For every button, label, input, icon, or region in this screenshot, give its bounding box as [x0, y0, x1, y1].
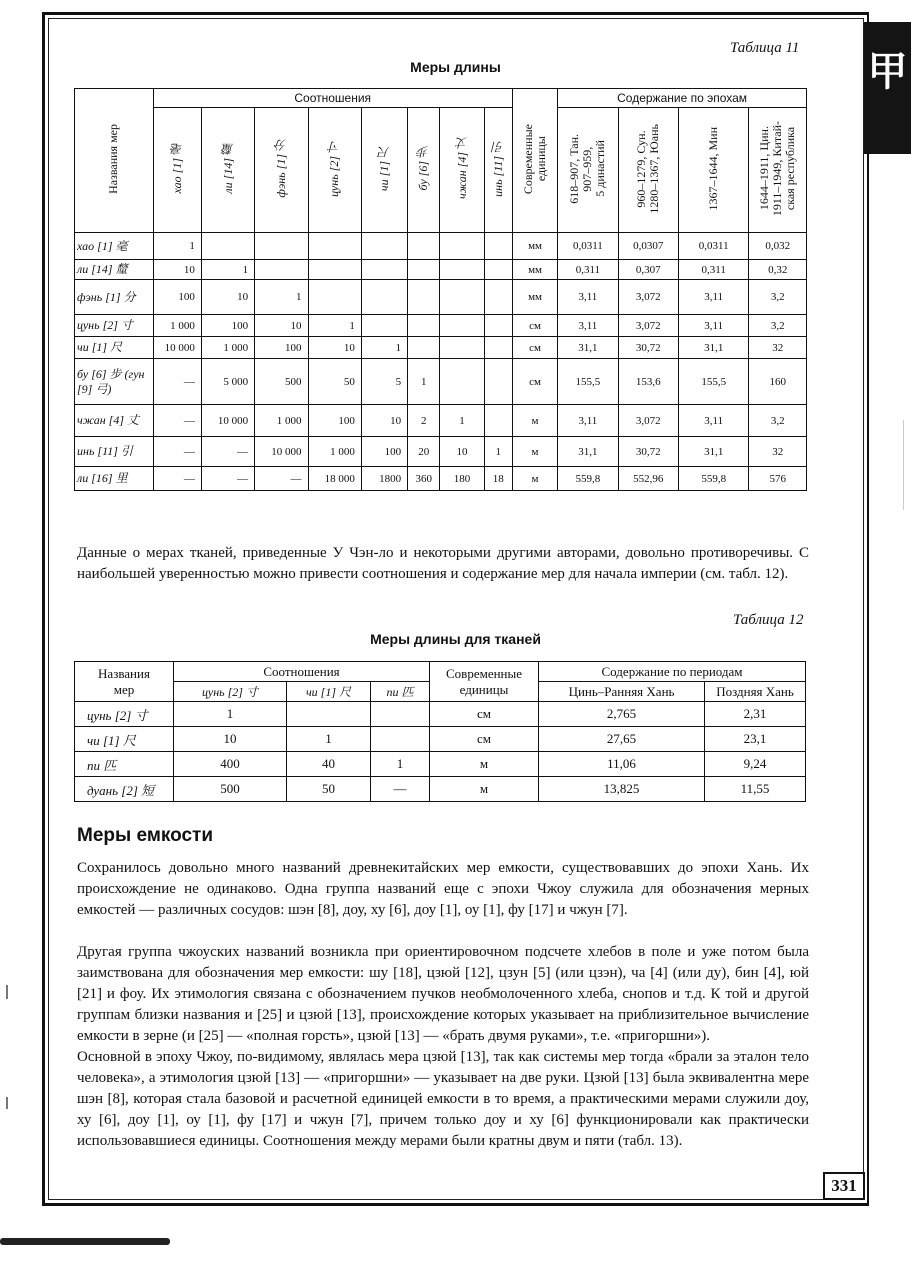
table11-unit-cell: мм — [512, 260, 557, 280]
table11-ratio-cell: 1 — [484, 437, 512, 467]
table11-ratio-col: цунь [2] 寸 — [308, 108, 361, 233]
table12-period-col: Цинь–Ранняя Хань — [539, 682, 705, 702]
table12-ratio-cell: 1 — [371, 752, 430, 777]
table12-ratio-cell: 1 — [287, 727, 371, 752]
table12-ratio-cell: 50 — [287, 777, 371, 802]
table11-epoch-cell: 31,1 — [678, 337, 748, 359]
table12-unit-cell: м — [430, 777, 539, 802]
table11-epoch-cell: 3,2 — [749, 315, 807, 337]
table11-epoch-cell: 3,11 — [678, 405, 748, 437]
table11-epoch-col: 1644–1911, Цин. 1911–1949, Китай- ская республика — [749, 108, 807, 233]
table12-ratio-cell: 40 — [287, 752, 371, 777]
table11-epoch-cell: 3,11 — [678, 315, 748, 337]
table12-row-name: цунь [2] 寸 — [75, 702, 174, 727]
table11-ratio-cell: 10 — [201, 280, 254, 315]
table11-epoch-cell: 0,0311 — [558, 233, 618, 260]
table11-unit-cell: мм — [512, 233, 557, 260]
table11-epoch-cell: 0,32 — [749, 260, 807, 280]
scan-edge-smear — [0, 1238, 170, 1245]
table11-ratio-cell — [408, 280, 440, 315]
scan-edge-mark — [903, 420, 904, 510]
table11-row — [75, 280, 807, 315]
table12-period-cell: 23,1 — [705, 727, 806, 752]
table11-ratio-cell: 1 — [440, 405, 484, 437]
table12-label: Таблица 12 — [733, 612, 804, 628]
table11-epoch-cell: 3,2 — [749, 280, 807, 315]
table11-epoch-cell: 160 — [749, 359, 807, 405]
table12-ratio-col: пи 匹 — [371, 682, 430, 702]
table11-epoch-cell: 3,11 — [558, 405, 618, 437]
table11-ratio-cell — [361, 280, 407, 315]
table11-ratio-cell: — — [201, 437, 254, 467]
table11-epoch-cell: 153,6 — [618, 359, 678, 405]
table11-row — [75, 233, 807, 260]
table11-epoch-cell: 0,307 — [618, 260, 678, 280]
table11-epoch-cell: 3,072 — [618, 315, 678, 337]
table11-ratio-cell: 50 — [308, 359, 361, 405]
table12-period-col: Поздняя Хань — [705, 682, 806, 702]
table11-ratio-cell — [440, 315, 484, 337]
table11-ratio-cell — [361, 233, 407, 260]
table11-ratio-cell: 10 000 — [255, 437, 308, 467]
table11-ratio-cell: 10 — [361, 405, 407, 437]
table11-row-name: чжан [4] 丈 — [75, 405, 154, 437]
table11-epoch-cell: 0,311 — [678, 260, 748, 280]
table12-header-ratios: Соотношения — [174, 662, 430, 682]
table11-ratio-cell — [361, 315, 407, 337]
table11-ratio-cell — [484, 260, 512, 280]
table11-row-name: фэнь [1] 分 — [75, 280, 154, 315]
table11-ratio-cell: 1 — [361, 337, 407, 359]
table11-ratio-cell: 18 000 — [308, 467, 361, 491]
table11-ratio-cell: 1 — [308, 315, 361, 337]
table12-row — [75, 727, 806, 752]
table12-period-cell: 11,06 — [539, 752, 705, 777]
paragraph-capacity-1: Сохранилось довольно много названий древнекитайских мер емкости, существовавших до эпохи Хань. Их происхождение не одинаково. Одна группа названий еще с эпохи Чжоу служила для обозначения мерных емкостей — различных сосудов: шэн [8], доу, ху [6], доу [1], оу [1], фу [17] и чжун [7]. — [77, 860, 809, 918]
table11-ratio-cell: 18 — [484, 467, 512, 491]
table11-ratio-cell: 500 — [255, 359, 308, 405]
table11-ratio-cell: — — [153, 467, 201, 491]
table11-epoch-cell: 3,11 — [558, 280, 618, 315]
table11-ratio-col: хао [1] 毫 — [153, 108, 201, 233]
table11-ratio-cell — [440, 359, 484, 405]
table11-row-name: цунь [2] 寸 — [75, 315, 154, 337]
table12-row — [75, 752, 806, 777]
table11-ratio-cell — [255, 260, 308, 280]
table11-ratio-cell — [201, 233, 254, 260]
table12 — [74, 661, 806, 802]
table11-epoch-cell: 576 — [749, 467, 807, 491]
table11-ratio-cell — [408, 315, 440, 337]
table11-ratio-cell: 10 — [308, 337, 361, 359]
table11-row-name: бу [6] 步 (гун [9] 弓) — [75, 359, 154, 405]
table11-ratio-cell: 1 — [201, 260, 254, 280]
table11-epoch-cell: 552,96 — [618, 467, 678, 491]
paragraph-capacity-3: Основной в эпоху Чжоу, по-видимому, являлась мера цзюй [13], так как системы мер тогда «брали за эталон тело человека», а этимология цзюй [13] — «пригоршни» — указывает на две руки. Цзюй [13] была эквивалентна мере шэн [8], которая стала базовой и расчетной единицей емкости в то время, а практическими мерами служили доу, ху [6], доу [1], оу [1], фу [17] и чжун [7], причем только доу и ху [6] функционировали как практически использовавшиеся единицы. Соотношения между мерами были кратны двум и пяти (табл. 13). — [77, 1049, 809, 1149]
table11-row — [75, 260, 807, 280]
table11-ratio-cell: — — [201, 467, 254, 491]
table12-period-cell: 27,65 — [539, 727, 705, 752]
table11-ratio-cell: 5 — [361, 359, 407, 405]
table11-ratio-cell: 100 — [308, 405, 361, 437]
table11-ratio-col: фэнь [1] 分 — [255, 108, 308, 233]
table11-row-name: ли [14] 釐 — [75, 260, 154, 280]
table11-epoch-col: 960–1279, Сун. 1280–1367, Юань — [618, 108, 678, 233]
table12-row-name: чи [1] 尺 — [75, 727, 174, 752]
table11-ratio-cell: — — [153, 405, 201, 437]
table11-row-name: чи [1] 尺 — [75, 337, 154, 359]
table11-row-name: инь [11] 引 — [75, 437, 154, 467]
table11-header-names: Названия мер — [75, 89, 154, 233]
table11-ratio-cell — [484, 337, 512, 359]
table11-ratio-cell — [308, 260, 361, 280]
table11-ratio-cell — [255, 233, 308, 260]
table11-ratio-cell: 20 — [408, 437, 440, 467]
table11-row — [75, 437, 807, 467]
table11-ratio-cell — [484, 315, 512, 337]
table11-epoch-col: 1367–1644, Мин — [678, 108, 748, 233]
table11-ratio-cell — [308, 280, 361, 315]
table11-ratio-cell — [440, 233, 484, 260]
table11-epoch-cell: 155,5 — [678, 359, 748, 405]
table11-ratio-cell: 10 000 — [201, 405, 254, 437]
table11-ratio-cell — [440, 280, 484, 315]
table11-ratio-cell: 1 000 — [201, 337, 254, 359]
table12-body — [75, 702, 806, 802]
table11-ratio-cell: 100 — [361, 437, 407, 467]
table11-ratio-cell: 1 — [255, 280, 308, 315]
paragraph-fabric-measures: Данные о мерах тканей, приведенные У Чэн-ло и некоторыми другими авторами, довольно противоречивы. С наибольшей уверенностью можно привести соотношения и содержание мер для начала империи (см. табл. 12). — [77, 545, 809, 582]
table12-ratio-cell: — — [371, 777, 430, 802]
table11-ratio-cell: 1 — [153, 233, 201, 260]
table12-header-modern: Современные единицы — [430, 662, 539, 702]
table12-row-name: дуань [2] 短 — [75, 777, 174, 802]
table12-ratio-col: цунь [2] 寸 — [174, 682, 287, 702]
table11-unit-cell: см — [512, 337, 557, 359]
table11-unit-cell: м — [512, 405, 557, 437]
scan-edge-mark — [6, 985, 8, 999]
table12-unit-cell: см — [430, 702, 539, 727]
table11-row-name: хао [1] 毫 — [75, 233, 154, 260]
table11-epoch-cell: 3,11 — [678, 280, 748, 315]
section-tab-marker — [864, 22, 911, 154]
table12-title: Меры длины для тканей — [370, 631, 541, 647]
table11-ratio-cell: 1800 — [361, 467, 407, 491]
table11-ratio-cell: 10 — [440, 437, 484, 467]
table11-header-modern: Современные единицы — [512, 89, 557, 233]
table11-row — [75, 405, 807, 437]
table12-ratio-cell: 400 — [174, 752, 287, 777]
table11-ratio-cell: 1 — [408, 359, 440, 405]
table11 — [74, 88, 807, 491]
table11-ratio-cell: 100 — [255, 337, 308, 359]
table11-epoch-cell: 32 — [749, 337, 807, 359]
table12-header-names: Названия мер — [75, 662, 174, 702]
table11-row — [75, 337, 807, 359]
table11-title: Меры длины — [410, 59, 501, 75]
table11-row-name: ли [16] 里 — [75, 467, 154, 491]
table11-ratio-cell: — — [153, 437, 201, 467]
table11-row — [75, 359, 807, 405]
table12-ratio-col: чи [1] 尺 — [287, 682, 371, 702]
table11-header-epochs: Содержание по эпохам — [558, 89, 807, 108]
table11-epoch-cell: 155,5 — [558, 359, 618, 405]
table12-header-periods: Содержание по периодам — [539, 662, 806, 682]
table11-ratio-cell — [408, 337, 440, 359]
table11-ratio-cell: 5 000 — [201, 359, 254, 405]
table11-ratio-col: инь [11] 引 — [484, 108, 512, 233]
table11-epoch-cell: 31,1 — [678, 437, 748, 467]
table11-epoch-col: 618–907, Тан. 907–959, 5 династий — [558, 108, 618, 233]
table11-ratio-cell — [484, 280, 512, 315]
section-heading: Меры емкости — [77, 825, 214, 846]
table11-epoch-cell: 0,0307 — [618, 233, 678, 260]
table11-ratio-col: ли [14] 釐 — [201, 108, 254, 233]
table12-unit-cell: м — [430, 752, 539, 777]
table11-ratio-cell: 1 000 — [153, 315, 201, 337]
table11-ratio-cell — [484, 359, 512, 405]
table12-row-name: пи 匹 — [75, 752, 174, 777]
table12-period-cell: 11,55 — [705, 777, 806, 802]
table11-ratio-cell: 1 000 — [308, 437, 361, 467]
table12-period-cell: 2,31 — [705, 702, 806, 727]
table11-ratio-cell: — — [255, 467, 308, 491]
table11-unit-cell: см — [512, 315, 557, 337]
table11-ratio-cell: 1 000 — [255, 405, 308, 437]
table11-epoch-cell: 30,72 — [618, 337, 678, 359]
table11-ratio-cell: 10 000 — [153, 337, 201, 359]
table11-epoch-cell: 3,072 — [618, 405, 678, 437]
table11-ratio-cell: 100 — [201, 315, 254, 337]
table11-epoch-cell: 3,11 — [558, 315, 618, 337]
table12-ratio-cell: 10 — [174, 727, 287, 752]
table12-ratio-cell — [287, 702, 371, 727]
table11-ratio-cell — [361, 260, 407, 280]
table11-ratio-col: чи [1] 尺 — [361, 108, 407, 233]
table11-row — [75, 315, 807, 337]
table12-period-cell: 2,765 — [539, 702, 705, 727]
table11-ratio-cell: 10 — [255, 315, 308, 337]
table11-header-ratios: Соотношения — [153, 89, 512, 108]
table11-ratio-cell — [484, 233, 512, 260]
table11-ratio-col: бу [6] 步 — [408, 108, 440, 233]
table12-row — [75, 777, 806, 802]
table11-ratio-cell: 10 — [153, 260, 201, 280]
table11-label: Таблица 11 — [730, 40, 800, 56]
table11-ratio-cell: — — [153, 359, 201, 405]
table11-epoch-cell: 559,8 — [558, 467, 618, 491]
table11-epoch-cell: 3,2 — [749, 405, 807, 437]
table12-row — [75, 702, 806, 727]
table11-epoch-cell: 31,1 — [558, 437, 618, 467]
table12-unit-cell: см — [430, 727, 539, 752]
table11-unit-cell: см — [512, 359, 557, 405]
table11-ratio-cell: 2 — [408, 405, 440, 437]
table11-ratio-cell — [440, 260, 484, 280]
table12-ratio-cell — [371, 727, 430, 752]
table11-epoch-cell: 32 — [749, 437, 807, 467]
table12-period-cell: 9,24 — [705, 752, 806, 777]
table11-ratio-cell — [308, 233, 361, 260]
page-number: 331 — [823, 1172, 865, 1200]
table11-unit-cell: м — [512, 467, 557, 491]
table11-epoch-cell: 30,72 — [618, 437, 678, 467]
table11-ratio-cell: 100 — [153, 280, 201, 315]
table12-ratio-cell: 500 — [174, 777, 287, 802]
table11-epoch-cell: 559,8 — [678, 467, 748, 491]
table11-epoch-cell: 0,0311 — [678, 233, 748, 260]
table11-body — [75, 233, 807, 491]
table11-ratio-cell — [484, 405, 512, 437]
table11-unit-cell: мм — [512, 280, 557, 315]
table12-ratio-cell: 1 — [174, 702, 287, 727]
table11-row — [75, 467, 807, 491]
table12-period-cell: 13,825 — [539, 777, 705, 802]
tab-glyph: 甲 — [867, 49, 908, 94]
table11-unit-cell: м — [512, 437, 557, 467]
table11-ratio-cell: 360 — [408, 467, 440, 491]
table12-ratio-cell — [371, 702, 430, 727]
table11-ratio-col: чжан [4] 丈 — [440, 108, 484, 233]
table11-ratio-cell — [408, 233, 440, 260]
table11-ratio-cell: 180 — [440, 467, 484, 491]
scan-edge-mark — [6, 1097, 8, 1109]
table11-ratio-cell — [408, 260, 440, 280]
paragraph-capacity-2: Другая группа чжоуских названий возникла при ориентировочном подсчете хлебов в поле и уже потом была заимствована для обозначения мер емкости: шу [18], цзюй [12], цзун [5] (или цзэн), ча [4] (или ду), бин [4], юй [21] и фоу. Их этимология связана с обозначением пучков необмолоченного хлеба, снопов и т.д. К той и другой группам близки названия и [25] и цзюй [13], происхождение которых указывает на приблизительное вычисление емкости в зерне (и [25] — «полная горсть», цзюй [13] — «брать двумя руками», т.е. «пригоршни»). — [77, 944, 809, 1044]
table11-epoch-cell: 0,311 — [558, 260, 618, 280]
table11-epoch-cell: 0,032 — [749, 233, 807, 260]
table11-epoch-cell: 31,1 — [558, 337, 618, 359]
table11-ratio-cell — [440, 337, 484, 359]
table11-epoch-cell: 3,072 — [618, 280, 678, 315]
